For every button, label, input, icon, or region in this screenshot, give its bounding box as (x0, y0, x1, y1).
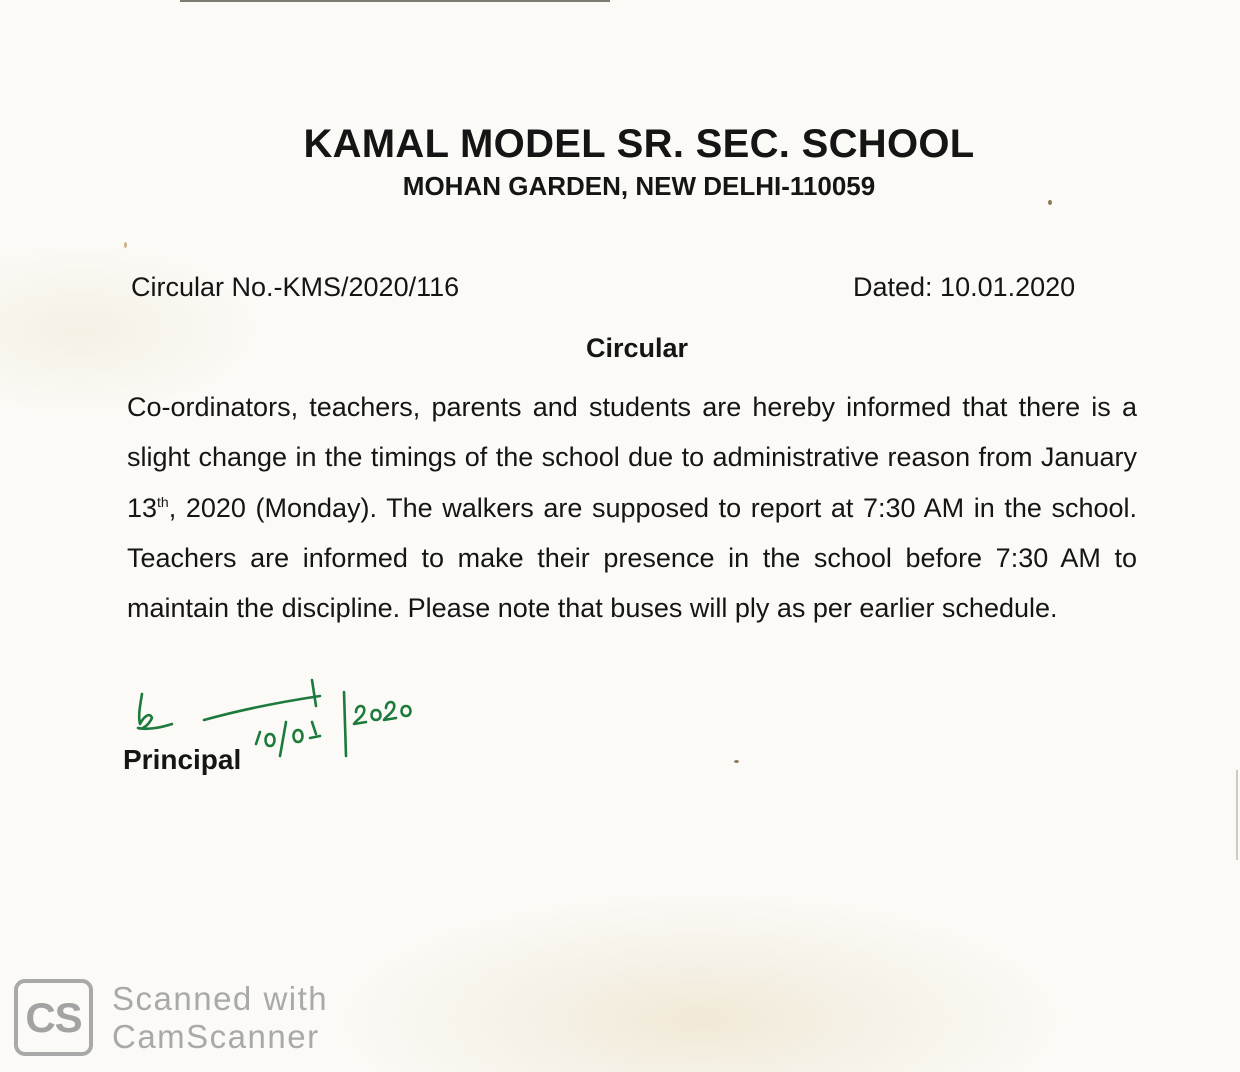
school-name: KAMAL MODEL SR. SEC. SCHOOL (303, 122, 975, 166)
principal-label: Principal (123, 744, 242, 775)
school-address: MOHAN GARDEN, NEW DELHI-110059 (402, 171, 876, 201)
ordinal-superscript: th (157, 493, 169, 510)
paper-speck (734, 760, 739, 763)
page-edge-right (1236, 770, 1238, 860)
circular-number: Circular No.-KMS/2020/116 (131, 272, 460, 302)
camscanner-logo: CS (14, 979, 93, 1056)
circular-heading: Circular (585, 333, 689, 363)
body-text-part2: , 2020 (Monday). The walkers are supposed to report at 7:30 AM in the school. Teachers are informed to make their presence in the school before 7:30 AM to maintain the discipline. Please note that buses will ply as per earlier schedule. (127, 492, 1137, 624)
watermark-line1: Scanned with (112, 980, 329, 1017)
watermark-line2: CamScanner (112, 1018, 320, 1055)
circular-body (127, 382, 1137, 633)
paper-speck (124, 242, 127, 248)
body-text-part1: Co-ordinators, teachers, parents and students are hereby informed that there is a slight change in the timings of the school due to administrative reason from January 13 (127, 392, 1137, 523)
circular-date: Dated: 10.01.2020 (853, 272, 1076, 302)
page-edge-top (180, 0, 610, 2)
